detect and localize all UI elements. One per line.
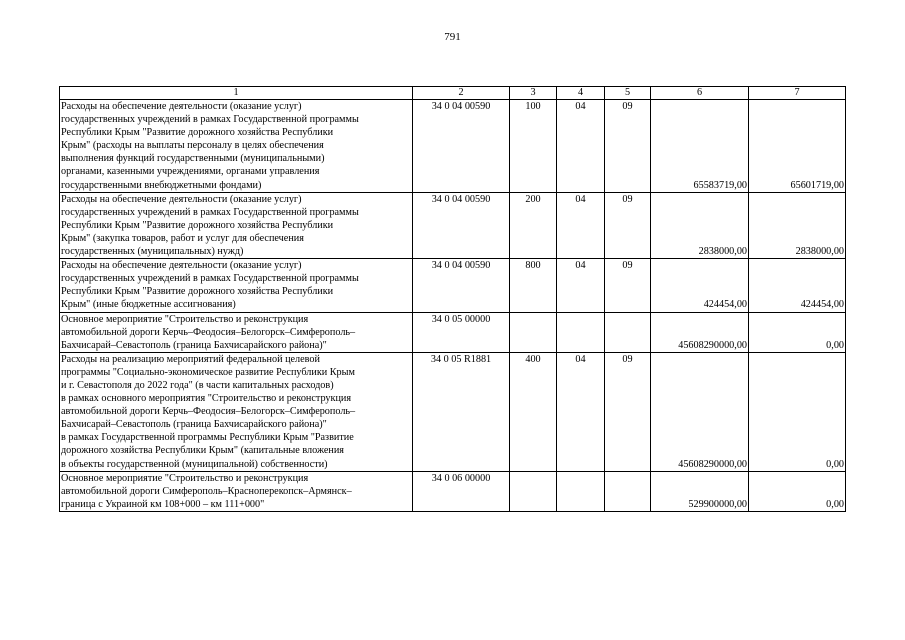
section-cell bbox=[557, 471, 605, 511]
expense-name-line: в объекты государственной (муниципальной) собственности) bbox=[61, 458, 328, 470]
amount-col6-cell: 424454,00 bbox=[651, 259, 749, 312]
header-cell-7: 7 bbox=[749, 87, 846, 100]
section-cell: 04 bbox=[557, 100, 605, 193]
expense-name-cell bbox=[60, 192, 413, 258]
expense-name-line: Крым" (иные бюджетные ассигнования) bbox=[61, 299, 236, 311]
amount-col7-cell: 2838000,00 bbox=[749, 192, 846, 258]
expense-name-line: Расходы на обеспечение деятельности (оказание услуг) bbox=[61, 260, 302, 272]
amount-col6-cell: 65583719,00 bbox=[651, 100, 749, 193]
expense-name-line: государственных (муниципальных) нужд) bbox=[61, 246, 244, 258]
expense-name-line: Расходы на реализацию мероприятий федеральной целевой bbox=[61, 353, 320, 365]
amount-col6-cell: 45608290000,00 bbox=[651, 352, 749, 471]
expense-name-line: Республики Крым "Развитие дорожного хозяйства Республики bbox=[61, 219, 334, 231]
header-cell-4: 4 bbox=[557, 87, 605, 100]
expense-name-line: Республики Крым "Развитие дорожного хозяйства Республики bbox=[61, 286, 334, 298]
table-row bbox=[60, 192, 846, 258]
expense-name-cell bbox=[60, 352, 413, 471]
section-cell: 04 bbox=[557, 259, 605, 312]
section-cell: 04 bbox=[557, 352, 605, 471]
expense-name-cell bbox=[60, 100, 413, 193]
expense-name-line: Крым" (закупка товаров, работ и услуг для обеспечения bbox=[61, 232, 304, 244]
expense-name-line: Бахчисарай–Севастополь (граница Бахчисарайского района)" bbox=[61, 339, 327, 351]
table-row bbox=[60, 259, 846, 312]
expense-name-cell bbox=[60, 471, 413, 511]
expense-name-cell bbox=[60, 312, 413, 352]
classification-code-cell: 34 0 04 00590 bbox=[413, 192, 510, 258]
subsection-cell bbox=[605, 312, 651, 352]
expense-name-line: в рамках Государственной программы Республики Крым "Развитие bbox=[61, 432, 354, 444]
expense-name-line: Расходы на обеспечение деятельности (оказание услуг) bbox=[61, 101, 302, 112]
budget-table bbox=[59, 86, 846, 512]
amount-col7-cell: 65601719,00 bbox=[749, 100, 846, 193]
classification-code-cell: 34 0 05 00000 bbox=[413, 312, 510, 352]
expense-type-cell: 100 bbox=[510, 100, 557, 193]
classification-code-cell: 34 0 05 R1881 bbox=[413, 352, 510, 471]
subsection-cell: 09 bbox=[605, 259, 651, 312]
header-cell-3: 3 bbox=[510, 87, 557, 100]
expense-name-line: граница с Украиной км 108+000 – км 111+000" bbox=[61, 498, 265, 510]
header-cell-1: 1 bbox=[60, 87, 413, 100]
expense-name-line: и г. Севастополя до 2022 года" (в части капитальных расходов) bbox=[61, 379, 334, 391]
table-row bbox=[60, 352, 846, 471]
table-row bbox=[60, 471, 846, 511]
header-row bbox=[60, 87, 846, 100]
expense-name-line: государственных учреждений в рамках Государственной программы bbox=[61, 206, 359, 218]
table-row bbox=[60, 312, 846, 352]
expense-name-line: государственных учреждений в рамках Государственной программы bbox=[61, 114, 359, 126]
classification-code-cell: 34 0 04 00590 bbox=[413, 259, 510, 312]
expense-name-line: государственных учреждений в рамках Государственной программы bbox=[61, 273, 359, 285]
amount-col7-cell: 0,00 bbox=[749, 312, 846, 352]
classification-code-cell: 34 0 04 00590 bbox=[413, 100, 510, 193]
expense-name-line: органами, казенными учреждениями, органами управления bbox=[61, 166, 320, 178]
section-cell bbox=[557, 312, 605, 352]
section-cell: 04 bbox=[557, 192, 605, 258]
amount-col6-cell: 45608290000,00 bbox=[651, 312, 749, 352]
expense-name-line: автомобильной дороги Керчь–Феодосия–Белогорск–Симферополь– bbox=[61, 326, 356, 338]
expense-type-cell: 200 bbox=[510, 192, 557, 258]
expense-name-line: Крым" (расходы на выплаты персоналу в целях обеспечения bbox=[61, 140, 324, 152]
expense-name-line: Основное мероприятие "Строительство и реконструкция bbox=[61, 313, 309, 325]
table-row bbox=[60, 100, 846, 193]
subsection-cell bbox=[605, 471, 651, 511]
expense-name-line: Расходы на обеспечение деятельности (оказание услуг) bbox=[61, 193, 302, 205]
amount-col6-cell: 529900000,00 bbox=[651, 471, 749, 511]
header-cell-2: 2 bbox=[413, 87, 510, 100]
expense-type-cell: 400 bbox=[510, 352, 557, 471]
expense-type-cell bbox=[510, 471, 557, 511]
page-number: 791 bbox=[444, 31, 461, 43]
amount-col6-cell: 2838000,00 bbox=[651, 192, 749, 258]
amount-col7-cell: 424454,00 bbox=[749, 259, 846, 312]
expense-name-line: Республики Крым "Развитие дорожного хозяйства Республики bbox=[61, 127, 334, 139]
amount-col7-cell: 0,00 bbox=[749, 352, 846, 471]
classification-code-cell: 34 0 06 00000 bbox=[413, 471, 510, 511]
expense-name-line: автомобильной дороги Симферополь–Красноперекопск–Армянск– bbox=[61, 485, 352, 497]
header-cell-5: 5 bbox=[605, 87, 651, 100]
subsection-cell: 09 bbox=[605, 100, 651, 193]
amount-col7-cell: 0,00 bbox=[749, 471, 846, 511]
expense-name-cell bbox=[60, 259, 413, 312]
header-cell-6: 6 bbox=[651, 87, 749, 100]
expense-name-line: Бахчисарай–Севастополь (граница Бахчисарайского района)" bbox=[61, 419, 327, 431]
expense-name-line: в рамках основного мероприятия "Строительство и реконструкция bbox=[61, 393, 352, 405]
expense-type-cell bbox=[510, 312, 557, 352]
expense-name-line: Основное мероприятие "Строительство и реконструкция bbox=[61, 472, 309, 484]
expense-name-line: дорожного хозяйства Республики Крым" (капитальные вложения bbox=[61, 445, 344, 457]
expense-name-line: программы "Социально-экономическое развитие Республики Крым bbox=[61, 366, 355, 378]
expense-name-line: государственными внебюджетными фондами) bbox=[61, 179, 262, 191]
expense-type-cell: 800 bbox=[510, 259, 557, 312]
subsection-cell: 09 bbox=[605, 352, 651, 471]
expense-name-line: автомобильной дороги Керчь–Феодосия–Белогорск–Симферополь– bbox=[61, 406, 356, 418]
subsection-cell: 09 bbox=[605, 192, 651, 258]
expense-name-line: выполнения функций государственными (муниципальными) bbox=[61, 153, 325, 165]
